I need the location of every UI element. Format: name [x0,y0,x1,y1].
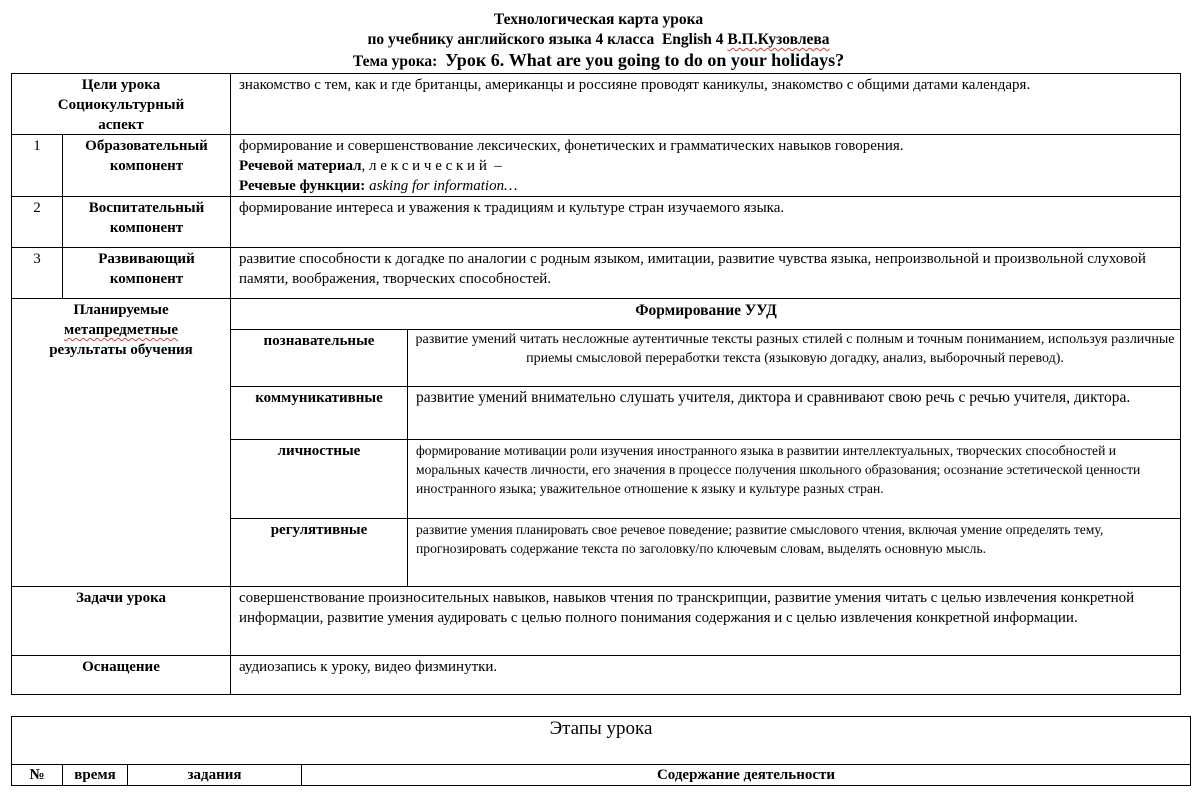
component-label [63,136,230,176]
component-label-line2: компонент [109,271,184,287]
uud-divider [230,439,1181,440]
topic-label: Тема урока: [352,53,446,70]
planned-results-line2-text: метапредметные [63,322,179,338]
uud-text: развитие умений читать несложные аутентичные тексты разных стилей с полным и точным пониманием, используя различные приемы смысловой переработки текста (языковую догадку, анализ, выборочный перевод). [415,332,1175,366]
component-number: 2 [33,200,41,216]
row-divider [11,655,1181,656]
tasks-text: совершенствование произносительных навыков, навыков чтения по транскрипции, развитие умения читать с целью извлечения конкретной информации, развитие умения аудировать с целью полного понимания содержания и с целью извлечения конкретной информации. [239,590,1135,626]
component-label-line2: компонент [109,158,184,174]
subtitle-text: по учебнику английского языка 4 класса English 4 [367,31,728,48]
planned-results-line3: результаты обучения [49,342,193,358]
uud-divider [230,386,1181,387]
goals-label-line3: аспект [98,117,144,133]
component-number: 3 [33,251,41,267]
speech-functions-label: Речевые функции: [239,178,370,194]
uud-divider [230,518,1181,519]
uud-divider [230,329,1181,330]
component-label-line1: Образовательный [85,138,208,154]
uud-text: развитие умения планировать свое речевое поведение; развитие смыслового чтения, включая умение определять тему, прогнозировать содержание текста по заголовку/по ключевым словам, выделять основную мысль. [416,522,1104,556]
title-text: Технологическая карта урока [493,11,704,28]
speech-material-value: , л е к с и ч е с к и й – [361,158,502,174]
row-divider [11,196,1181,197]
component-text: развитие способности к догадке по аналогии с родным языком, имитации, развитие чувства языка, непроизвольной и произвольной слуховой памяти, воображения, творческих способностей. [239,251,1146,287]
col-divider [407,329,408,586]
lesson-topic [0,50,1197,72]
uud-text: формирование мотивации роли изучения иностранного языка в развитии интеллектуальных, творческих способностей и моральных качеств личности, его значения в процессе получения школьного образования; осознание эстетической ценности иностранного языка; уважительное отношение к языку и культуре разных стран. [416,443,1141,496]
row-divider [11,586,1181,587]
goals-label-line2: Социокультурный [57,97,185,113]
goals-text: знакомство с тем, как и где британцы, американцы и россияне проводят каникулы, знакомство с общими датами календаря. [239,77,1031,93]
uud-type: коммуникативные [255,390,383,406]
column-header-time: время [74,767,116,783]
uud-header: Формирование УУД [635,302,777,319]
document-subtitle [0,30,1197,50]
col-divider [230,73,231,695]
row-divider [11,298,1181,299]
stages-title: Этапы урока [549,718,653,739]
planned-results-line2 [12,320,230,340]
topic-value: Урок 6. What are you going to do on your holidays? [445,50,845,70]
uud-type: познавательные [263,333,375,349]
speech-functions [239,176,1169,196]
speech-material [239,156,1169,176]
component-label-line1: Воспитательный [88,200,205,216]
component-text: формирование интереса и уважения к традициям и культуре стран изучаемого языка. [239,200,785,216]
component-label [63,249,230,289]
goals-label-line1: Цели урока [81,77,161,93]
author-name: В.П.Кузовлева [727,31,830,48]
tasks-label: Задачи урока [75,590,166,606]
uud-type: личностные [277,443,361,459]
component-label [63,198,230,238]
component-label-line1: Развивающий [98,251,195,267]
speech-material-label: Речевой материал [239,158,362,174]
planned-results-line1: Планируемые [73,302,169,318]
equipment-text: аудиозапись к уроку, видео физминутки. [239,659,498,675]
component-number: 1 [33,138,41,154]
column-header-activity: Содержание деятельности [656,767,836,783]
document-title [0,10,1197,30]
component-label-line2: компонент [109,220,184,236]
column-header-number: № [29,767,45,783]
component-text [239,136,1169,196]
equipment-label: Оснащение [82,659,160,675]
uud-type: регулятивные [270,522,368,538]
educational-text: формирование и совершенствование лексических, фонетических и грамматических навыков говорения. [239,138,904,154]
row-divider [11,247,1181,248]
column-header-tasks: задания [187,767,242,783]
speech-functions-value: asking for information… [369,178,518,194]
planned-results-label [12,300,230,360]
goals-label [12,75,230,135]
uud-text: развитие умений внимательно слушать учителя, диктора и сравнивают свою речь с речью учителя, диктора. [416,389,1131,406]
